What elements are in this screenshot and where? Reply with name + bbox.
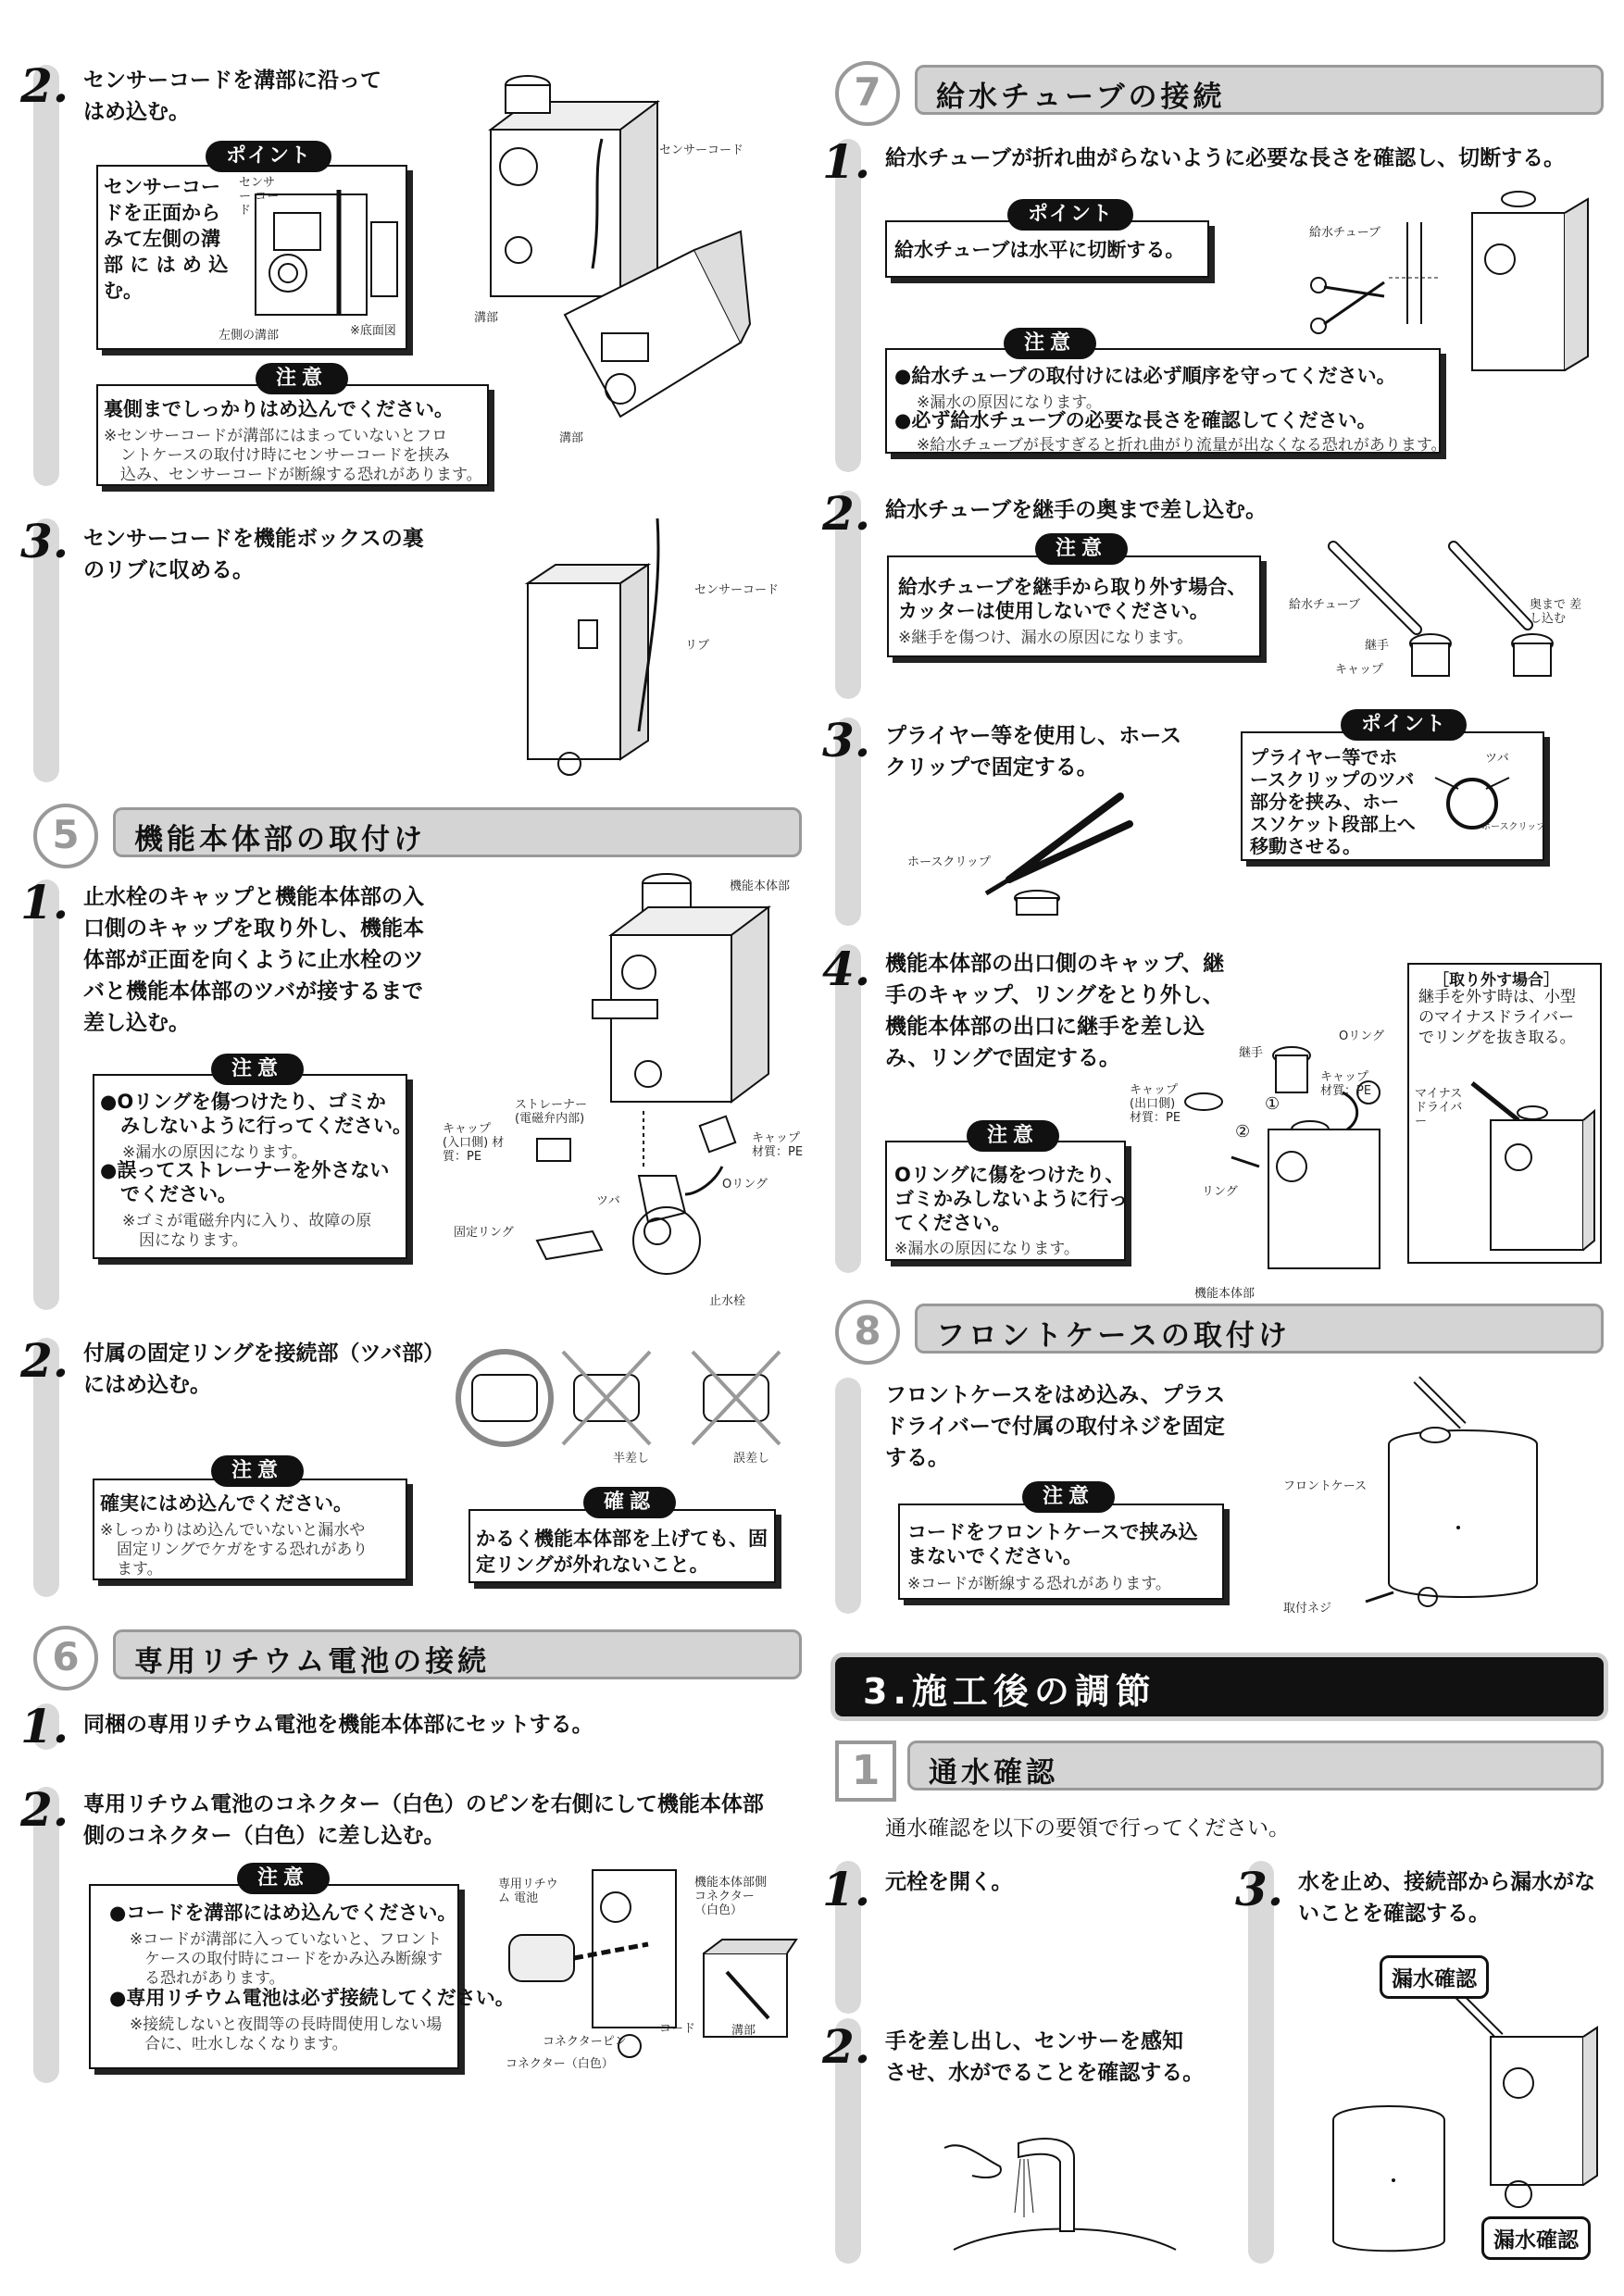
step-text: 付属の固定リングを接続部（ツバ部）: [83, 1341, 445, 1366]
caution-label: 注意: [967, 1120, 1059, 1152]
caution-note: 因になります。: [139, 1231, 248, 1250]
label-body: 機能本体部: [730, 880, 791, 893]
label-insert-deep: 奥まで 差し込む: [1530, 598, 1582, 626]
step-text: 同梱の専用リチウム電池を機能本体部にセットする。: [83, 1713, 593, 1737]
caution-note: ます。: [117, 1560, 163, 1578]
section-title: フロントケースの取付け: [936, 1319, 1291, 1353]
step-number: 1.: [822, 134, 871, 189]
subsection-title-bar: [907, 1741, 1604, 1791]
step-text: 口側のキャップを取り外し、機能本: [83, 917, 424, 941]
step-number: 1.: [20, 875, 69, 930]
label-oring: Oリング: [722, 1178, 768, 1192]
chapter-title: 3.施工後の調節: [863, 1671, 1156, 1712]
caution-note: る恐れがあります。: [144, 1969, 285, 1988]
caution-main: みしないように行ってください。: [120, 1115, 412, 1137]
step-text: する。: [885, 1446, 949, 1470]
section-header-7: [835, 65, 1604, 115]
label-connector-pin: コネクターピン: [543, 2035, 627, 2049]
section-title-bar: [113, 1629, 802, 1679]
section-title-bar: [113, 807, 802, 857]
section-number: 5: [33, 804, 98, 868]
step-text: クリップで固定する。: [885, 755, 1098, 780]
section-number: 6: [33, 1626, 98, 1691]
removal-title: ［取り外す場合］: [1433, 971, 1559, 990]
step-bar: [835, 1378, 861, 1614]
step-bar: [33, 65, 59, 486]
order-mark: ①: [1265, 1094, 1280, 1114]
label-battery: 専用リチウム 電池: [498, 1878, 558, 1905]
step-text: 元栓を開く。: [885, 1870, 1013, 1894]
step-text: 給水チューブが折れ曲がらないように必要な長さを確認し、切断する。: [885, 146, 1566, 170]
caution-note: ※ゴミが電磁弁内に入り、故障の原: [122, 1212, 372, 1230]
label-cap: キャップ 材質：PE: [752, 1131, 804, 1159]
label-cord: コード: [659, 2022, 696, 2036]
subsection-header: [835, 1741, 1604, 1791]
section-title-bar: [915, 65, 1604, 115]
function-box-illustration: [463, 65, 759, 454]
label-stop-valve: 止水栓: [709, 1294, 746, 1308]
label-tsuba: ツバ: [1485, 752, 1509, 766]
step-text: 手のキャップ、リングをとり外し、: [885, 983, 1224, 1007]
caution-main: ●Oリングを傷つけたり、ゴミか: [100, 1091, 386, 1113]
caution-main: まないでください。: [907, 1545, 1082, 1567]
step-number: 2.: [822, 486, 871, 541]
caution-main: ゴミかみしないように行っ: [894, 1188, 1128, 1210]
step-number: 2.: [20, 58, 69, 113]
caution-note: ※漏水の原因になります。: [917, 393, 1102, 412]
step-number: 1.: [20, 1699, 69, 1753]
point-text: 部分を挟み、ホー: [1250, 791, 1400, 813]
section-title-bar: [915, 1304, 1604, 1354]
intro-text: 通水確認を以下の要領で行ってください。: [885, 1816, 1290, 1841]
label-ring: リング: [1202, 1185, 1238, 1199]
point-text: 部 に は め 込: [104, 254, 229, 276]
label-cap-inlet: キャップ (入口側) 材質：PE: [443, 1122, 505, 1164]
point-text: ースクリップのツバ: [1250, 768, 1415, 791]
joint-fix-illustration: [1130, 1028, 1389, 1296]
chapter-header: [835, 1657, 1604, 1716]
label-joint: 継手: [1365, 639, 1390, 653]
point-text: 給水チューブは水平に切断する。: [894, 239, 1185, 261]
step-bar: [33, 880, 59, 1310]
caution-main: 確実にはめ込んでください。: [100, 1492, 353, 1515]
step-text: 差し込む。: [83, 1011, 190, 1035]
label-oring: Oリング: [1339, 1029, 1384, 1043]
caution-label: 注意: [1004, 328, 1096, 359]
section-header-5: [33, 807, 802, 857]
step-text: み、リングで固定する。: [885, 1046, 1120, 1070]
step-text: のリブに収める。: [83, 558, 254, 582]
step-text: はめ込む。: [83, 100, 190, 124]
front-case-illustration: [1324, 1370, 1565, 1620]
caution-main: てください。: [894, 1212, 1011, 1234]
step-text: 止水栓のキャップと機能本体部の入: [83, 885, 424, 909]
caution-note: ※コードが溝部に入っていないと、フロント: [130, 1930, 443, 1949]
caution-note: ※漏水の原因になります。: [122, 1143, 307, 1162]
point-text: プライヤー等でホ: [1250, 746, 1398, 768]
caution-main: でください。: [120, 1183, 237, 1205]
caution-note: ケースの取付時にコードをかみ込み断線す: [144, 1950, 443, 1968]
label-cap: キャップ: [1335, 663, 1384, 677]
rib-illustration: [518, 518, 704, 782]
subsection-title: 通水確認: [929, 1756, 1058, 1790]
step-bar: [1248, 1861, 1274, 2264]
caution-label: 注意: [211, 1455, 304, 1487]
caution-note: ※継手を傷つけ、漏水の原因になります。: [898, 629, 1193, 647]
caution-main: ●必ず給水チューブの必要な長さを確認してください。: [894, 409, 1377, 431]
label-fixing-ring: 固定リング: [454, 1226, 514, 1240]
step-text: プライヤー等を使用し、ホース: [885, 724, 1182, 748]
removal-text: 継手を外す時は、小型: [1418, 988, 1576, 1006]
step-number: 2.: [20, 1333, 69, 1388]
caution-label: 注意: [1035, 533, 1128, 565]
point-label: ポイント: [1341, 709, 1467, 741]
section-title: 専用リチウム電池の接続: [134, 1645, 491, 1678]
step-text: センサーコードを機能ボックスの裏: [83, 527, 424, 551]
caution-label: 注意: [237, 1863, 330, 1894]
step-number: 1.: [822, 1862, 871, 1916]
caution-main: 裏側までしっかりはめ込んでください。: [104, 398, 454, 420]
section-number: 7: [835, 61, 900, 126]
caution-main: 給水チューブを継手から取り外す場合、: [898, 576, 1247, 598]
caution-main: カッターは使用しないでください。: [898, 600, 1209, 622]
point-label: ポイント: [206, 141, 331, 172]
caution-main: Oリングに傷をつけたり、: [894, 1164, 1125, 1186]
label-tube: 給水チューブ: [1289, 598, 1360, 612]
caution-label: 注意: [256, 363, 348, 394]
label-half-insert: 半差し: [613, 1452, 650, 1466]
label-tsuba: ツバ: [596, 1194, 620, 1208]
caution-label: 注意: [211, 1054, 304, 1085]
section-number: 8: [835, 1300, 900, 1365]
caution-main: ●コードを溝部にはめ込んでください。: [109, 1902, 457, 1924]
ring-fit-illustration: [454, 1347, 806, 1454]
caution-note: ※センサーコードが溝部にはまっていないとフロ: [104, 427, 448, 445]
step-number: 2.: [20, 1782, 69, 1837]
step-text: させ、水がでることを確認する。: [885, 2061, 1205, 2085]
caution-note: 合に、吐水しなくなります。: [144, 2035, 348, 2053]
caution-main: ●専用リチウム電池は必ず接続してください。: [109, 1987, 515, 2009]
order-mark: ②: [1235, 1122, 1251, 1142]
point-text: む。: [104, 280, 143, 302]
label-body: 機能本体部: [1194, 1287, 1255, 1301]
label-screw: 取付ネジ: [1283, 1602, 1332, 1616]
label-rib: リブ: [685, 639, 710, 653]
label-sensor-cord: センサーコード: [659, 144, 744, 157]
section-title: 給水チューブの接続: [936, 81, 1226, 114]
step-text: にはめ込む。: [83, 1373, 211, 1397]
step-text: 側のコネクター（白色）に差し込む。: [83, 1824, 445, 1848]
caution-note: ※漏水の原因になります。: [894, 1240, 1080, 1258]
section-header-8: [835, 1304, 1604, 1354]
label-sensor-cord: センサーコード: [694, 583, 780, 597]
label-hose-clip: ホースクリップ: [907, 855, 991, 869]
label-bottom-view: ※底面図: [350, 324, 396, 338]
subsection-number: 1: [835, 1741, 896, 1802]
removal-text: でリングを抜き取る。: [1418, 1029, 1576, 1047]
step-text: いことを確認する。: [1298, 1902, 1490, 1926]
step-text: 体部が正面を向くように止水栓のツ: [83, 948, 424, 972]
label-minus-driver: マイナス ドライバー: [1415, 1087, 1463, 1129]
check-label: 確認: [583, 1487, 676, 1518]
label-groove: 溝部: [474, 311, 499, 325]
caution-note: ※給水チューブが長すぎると折れ曲がり流量が出なくなる恐れがあります。: [917, 436, 1447, 455]
label-front-case: フロントケース: [1283, 1479, 1368, 1493]
step-text: 手を差し出し、センサーを感知: [885, 2029, 1183, 2053]
check-text: 定リングが外れないこと。: [476, 1554, 709, 1576]
step-number: 3.: [1235, 1862, 1284, 1916]
step-text: 機能本体部の出口側のキャップ、継: [885, 952, 1225, 976]
caution-note: ※しっかりはめ込んでいないと漏水や: [100, 1521, 366, 1540]
label-cap-outlet: キャップ (出口側) 材質：PE: [1130, 1083, 1181, 1125]
step-text: ドライバーで付属の取付ネジを固定: [885, 1415, 1225, 1439]
check-text: かるく機能本体部を上げても、固: [476, 1528, 768, 1550]
step-text: バと機能本体部のツバが接するまで: [83, 980, 424, 1004]
step-number: 2.: [822, 2019, 871, 2074]
label-left-groove: 左側の溝部: [219, 329, 280, 343]
section-header-6: [33, 1629, 802, 1679]
step-text: 給水チューブを継手の奥まで差し込む。: [885, 498, 1268, 522]
step-text: 水を止め、接続部から漏水がな: [1298, 1870, 1596, 1894]
label-strainer: ストレーナー (電磁弁内部): [515, 1098, 588, 1126]
point-text: スソケット段部上へ: [1250, 813, 1416, 835]
section-title: 機能本体部の取付け: [134, 823, 426, 856]
label-groove: 溝部: [731, 2024, 756, 2038]
step-number: 3.: [822, 713, 871, 767]
step-number: 3.: [20, 514, 69, 568]
point-text: 移動させる。: [1250, 835, 1361, 857]
label-cap: キャップ 材質：PE: [1320, 1070, 1372, 1098]
step-text: センサーコードを溝部に沿って: [83, 69, 381, 93]
leak-check-callout-top: 漏水確認: [1380, 1955, 1489, 1999]
caution-note: ントケースの取付け時にセンサーコードを挟み: [120, 446, 450, 465]
step-number: 4.: [822, 942, 871, 996]
label-sensor: センサー コード: [239, 176, 280, 218]
caution-main: ●給水チューブの取付けには必ず順序を守ってください。: [894, 365, 1396, 387]
pliers-illustration: [898, 778, 1148, 917]
point-label: ポイント: [1007, 199, 1133, 231]
removal-text: のマイナスドライバー: [1418, 1008, 1575, 1027]
label-connector-white: コネクター（白色）: [506, 2057, 614, 2071]
step-text: フロントケースをはめ込み、プラス: [885, 1383, 1226, 1407]
faucet-hand-illustration: [935, 2102, 1194, 2268]
label-tube: 給水チューブ: [1309, 226, 1380, 240]
step-text: 機能本体部の出口に継手を差し込: [885, 1015, 1205, 1039]
point-text: センサーコー: [104, 176, 220, 198]
label-body-connector: 機能本体部側 コネクター （白色）: [694, 1876, 768, 1917]
caution-label: 注意: [1022, 1481, 1115, 1513]
caution-main: コードをフロントケースで挟み込: [907, 1521, 1198, 1543]
caution-note: 込み、センサーコードが断線する恐れがあります。: [120, 466, 482, 484]
label-wrong-insert: 誤差し: [733, 1452, 770, 1466]
caution-main: ●誤ってストレーナーを外さない: [100, 1159, 390, 1181]
step-bar: [835, 139, 861, 472]
step-text: 専用リチウム電池のコネクター（白色）のピンを右側にして機能本体部: [83, 1792, 764, 1816]
point-text: ドを正面から: [104, 202, 220, 224]
label-groove: 溝部: [559, 431, 584, 445]
driver-remove-illustration: [1463, 1065, 1597, 1259]
point-text: みて左側の溝: [104, 228, 220, 250]
label-hose-clip: ホースクリップ: [1481, 822, 1546, 832]
leak-check-callout-bottom: 漏水確認: [1481, 2216, 1591, 2260]
caution-note: ※コードが断線する恐れがあります。: [907, 1575, 1171, 1593]
caution-note: ※接続しないと夜間等の長時間使用しない場: [130, 2015, 443, 2034]
caution-note: 固定リングでケガをする恐れがあり: [117, 1541, 369, 1559]
label-joint: 継手: [1239, 1046, 1264, 1060]
